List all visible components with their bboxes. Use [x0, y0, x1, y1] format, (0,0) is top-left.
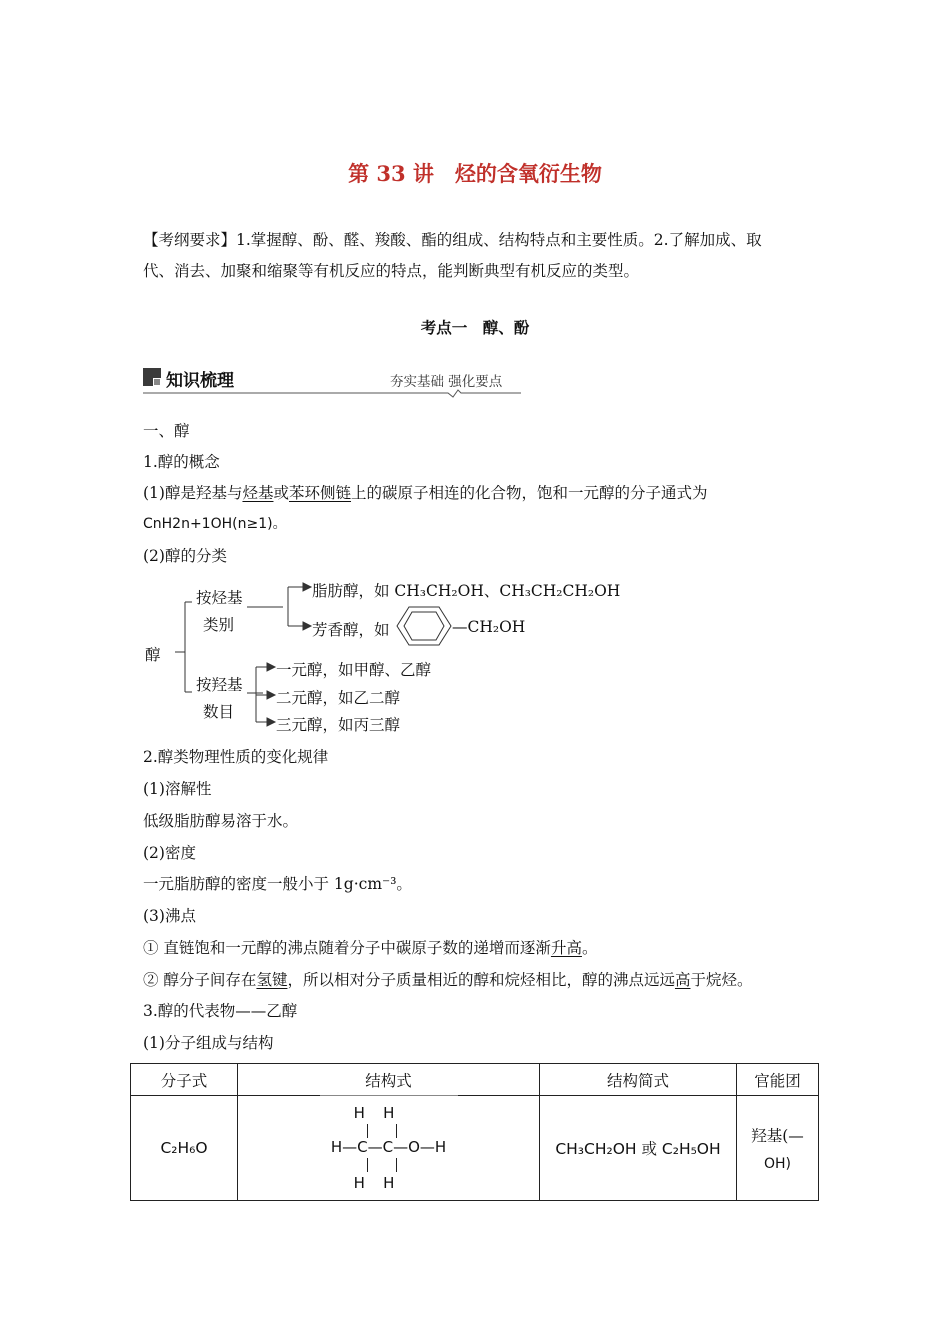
knowledge-header-subtitle: 夯实基础 强化要点 [390, 374, 503, 390]
requirements-line2: 代、消去、加聚和缩聚等有机反应的特点，能判断典型有机反应的类型。 [143, 262, 640, 280]
blank-increase: 升高 [550, 939, 582, 957]
aromatic-alcohol-group: —CH₂OH [452, 618, 526, 636]
table-header-condensed: 结构简式 [540, 1064, 737, 1096]
classification-by-hydrocarbon-line2: 类别 [203, 616, 235, 634]
monohydric-alcohol: 一元醇，如甲醇、乙醇 [276, 661, 432, 679]
blank-benzene-side-chain: 苯环侧链 [289, 484, 352, 502]
structural-main-chain: H—C—C—O—H [330, 1138, 447, 1156]
subheading-physical-properties: 2.醇类物理性质的变化规律 [143, 748, 329, 766]
subheading-solubility: (1)溶解性 [143, 780, 212, 798]
requirements-line1: 【考纲要求】1.掌握醇、酚、醛、羧酸、酯的组成、结构特点和主要性质。2.了解加成、取 [143, 231, 762, 249]
classification-by-hydrocarbon-line1: 按烃基 [196, 589, 243, 607]
subheading-concept: 1.醇的概念 [143, 453, 220, 471]
molecular-formula-cell: C₂H₆O [131, 1096, 238, 1201]
blank-hydrocarbon-group: 烃基 [242, 484, 274, 502]
functional-group-line1: 羟基(— [751, 1127, 804, 1145]
functional-group-cell [737, 1096, 819, 1201]
page-title: 第 33 讲 烃的含氧衍生物 [348, 161, 602, 186]
requirements-label: 【考纲要求】 [143, 231, 237, 249]
heading-alcohol: 一、醇 [143, 422, 190, 440]
aromatic-alcohol-label: 芳香醇，如 [312, 621, 390, 639]
functional-group-line2: OH) [763, 1156, 791, 1172]
dihydric-alcohol: 二元醇，如乙二醇 [276, 689, 401, 707]
knowledge-header-rule [143, 388, 523, 398]
subheading-ethanol: 3.醇的代表物——乙醇 [143, 1002, 298, 1020]
density-text: 一元脂肪醇的密度一般小于 1g·cm⁻³。 [143, 875, 412, 893]
classification-by-hydroxyl-line2: 数目 [203, 703, 235, 721]
concept-paragraph: (1)醇是羟基与烃基或苯环侧链上的碳原子相连的化合物，饱和一元醇的分子通式为 [143, 484, 708, 502]
blank-higher: 高 [674, 971, 691, 989]
subheading-density: (2)密度 [143, 844, 196, 862]
subheading-composition: (1)分子组成与结构 [143, 1034, 274, 1052]
knowledge-header-title: 知识梳理 [166, 371, 234, 391]
subheading-classification: (2)醇的分类 [143, 547, 227, 565]
table-header-functional-group: 官能团 [737, 1064, 819, 1096]
solubility-text: 低级脂肪醇易溶于水。 [143, 812, 299, 830]
table-header-structural: 结构式 [238, 1064, 540, 1096]
classification-by-hydroxyl-line1: 按羟基 [196, 676, 243, 694]
trihydric-alcohol: 三元醇，如丙三醇 [276, 716, 401, 734]
structural-formula-cell [238, 1096, 540, 1201]
boiling-point-item-2: ② 醇分子间存在氢键，所以相对分子质量相近的醇和烷烃相比，醇的沸点远远高于烷烃。 [143, 971, 753, 989]
structural-bottom-h: H H [353, 1174, 396, 1192]
section-title: 考点一 醇、酚 [420, 318, 530, 337]
general-formula: CnH2n+1OH(n≥1)。 [143, 516, 287, 532]
boiling-point-item-1: ① 直链饱和一元醇的沸点随着分子中碳原子数的递增而逐渐升高。 [143, 939, 598, 957]
aliphatic-alcohol: 脂肪醇，如 CH₃CH₂OH、CH₃CH₂CH₂OH [312, 582, 621, 600]
table-header-formula: 分子式 [131, 1064, 238, 1096]
knowledge-header-icon [143, 368, 161, 386]
condensed-formula-cell: CH₃CH₂OH 或 C₂H₅OH [540, 1096, 737, 1201]
classification-root: 醇 [145, 646, 161, 664]
ethanol-table [130, 1063, 819, 1201]
blank-hydrogen-bond: 氢键 [256, 971, 288, 989]
subheading-boiling-point: (3)沸点 [143, 907, 196, 925]
structural-top-h: H H [353, 1104, 396, 1122]
